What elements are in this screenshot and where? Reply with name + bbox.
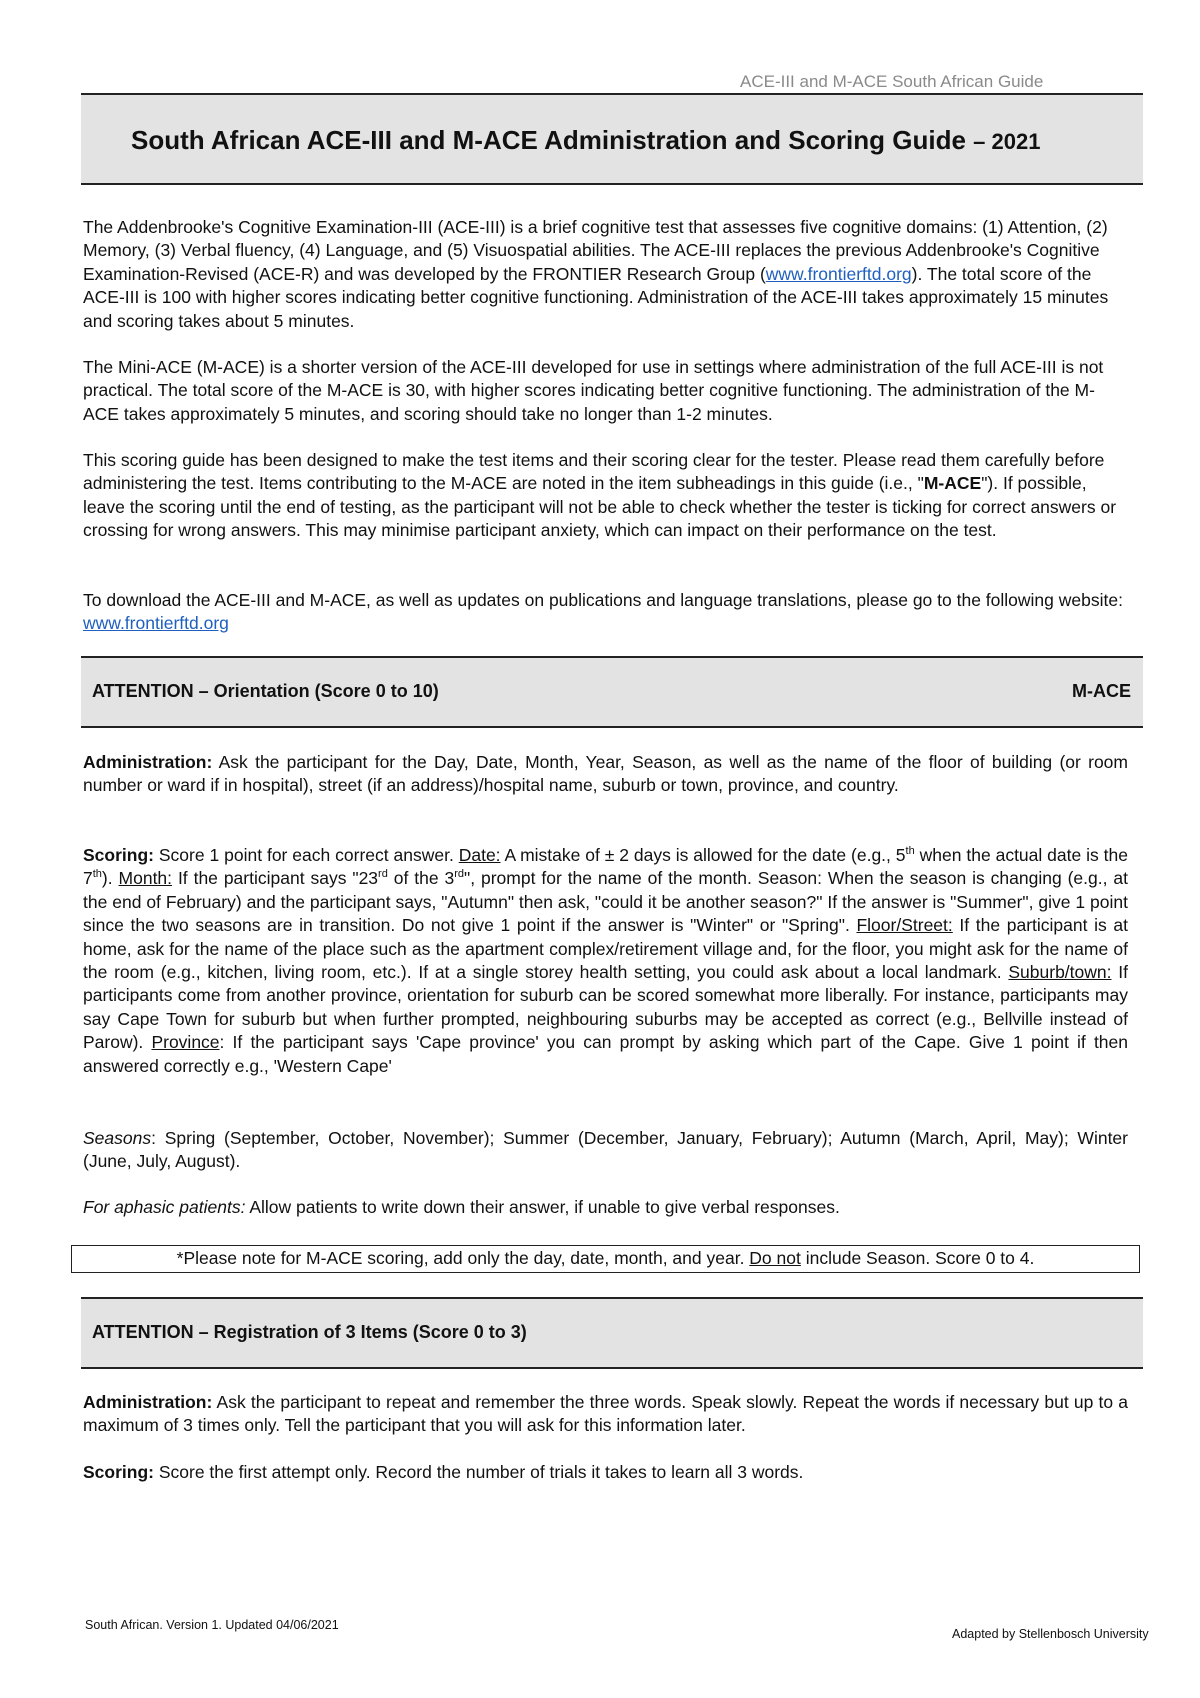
title-year: – 2021 (973, 129, 1041, 154)
frontierftd-link-2[interactable]: www.frontierftd.org (83, 613, 229, 634)
orientation-seasons: Seasons: Spring (September, October, November); Summer (December, January, February); Autumn (March, April, May); Winter (June, July, August). (83, 1128, 1128, 1172)
footer-version: South African. Version 1. Updated 04/06/2021 (85, 1618, 339, 1632)
section-title: ATTENTION – Orientation (Score 0 to 10) (92, 681, 439, 701)
intro-paragraph-3: This scoring guide has been designed to make the test items and their scoring clear for the tester. Please read them carefully before administering the test. Items contributing to the M-ACE are noted in the item subheadings in this guide (i.e., "M-ACE"). If possible, leave the scoring until the end of testing, as the participant will not be able to check whether the tester is ticking for correct answers or crossing for wrong answers. This may minimise participant anxiety, which can impact on their performance on the test. (83, 450, 1117, 541)
running-header: ACE-III and M-ACE South African Guide (740, 72, 1044, 91)
section-registration-header (81, 1297, 1143, 1369)
title-box (81, 93, 1143, 185)
intro-paragraph-2: The Mini-ACE (M-ACE) is a shorter version of the ACE-III developed for use in settings where administration of the full ACE-III is not practical. The total score of the M-ACE is 30, with higher scores indicating better cognitive functioning. The administration of the M-ACE takes approximately 5 minutes, and scoring should take no longer than 1-2 minutes. (83, 357, 1104, 424)
registration-administration: Administration: Ask the participant to repeat and remember the three words. Speak slowly. Repeat the words if necessary but up to a maximum of 3 times only. Tell the participant that you will ask for this information later. (83, 1392, 1128, 1436)
section-orientation-header (81, 656, 1143, 728)
intro-paragraph-1: The Addenbrooke's Cognitive Examination-III (ACE-III) is a brief cognitive test that assesses five cognitive domains: (1) Attention, (2) Memory, (3) Verbal fluency, (4) Language, and (5) Visuospatial abilities. The ACE-III replaces the previous Addenbrooke's Cognitive Examination-Revised (ACE-R) and was developed by the FRONTIER Research Group (www.frontierftd.org). The total score of the ACE-III is 100 with higher scores indicating better cognitive functioning. Administration of the ACE-III takes approximately 15 minutes and scoring takes about 5 minutes. (83, 217, 1109, 331)
orientation-scoring: Scoring: Score 1 point for each correct answer. Date: A mistake of ± 2 days is allowed for the date (e.g., 5th when the actual date is the 7th). Month: If the participant says "23rd of the 3rd", prompt for the name of the month. Season: When the season is changing (e.g., at the end of February) and the participant says, "Autumn" then ask, "could it be another season?" If the answer is "Summer", give 1 point since the two seasons are in transition. Do not give 1 point if the answer is "Winter" or "Spring". Floor/Street: If the participant is at home, ask for the name of the place such as the apartment complex/retirement village and, for the floor, you might ask for the name of the room (e.g., kitchen, living room, etc.). If at a single storey health setting, you could ask about a local landmark. Suburb/town: If participants come from another province, orientation for suburb can be scored somewhat more liberally. For instance, participants may say Cape Town for suburb but when further prompted, neighbouring suburbs may be accepted as correct (e.g., Bellville instead of Parow). Province: If the participant says 'Cape province' you can prompt by asking which part of the Cape. Give 1 point if then answered correctly e.g., 'Western Cape' (83, 845, 1129, 1076)
registration-scoring: Scoring: Score the first attempt only. Record the number of trials it takes to learn all 3 words. (83, 1462, 804, 1482)
frontierftd-link-1[interactable]: www.frontierftd.org (765, 263, 912, 284)
mace-tag: M-ACE (1072, 681, 1131, 701)
orientation-aphasic: For aphasic patients: Allow patients to write down their answer, if unable to give verbal responses. (83, 1197, 840, 1217)
page-title: South African ACE-III and M-ACE Administration and Scoring Guide – 2021 (131, 125, 1041, 155)
footer-adapted: Adapted by Stellenbosch University (952, 1627, 1149, 1641)
intro-paragraph-4: To download the ACE-III and M-ACE, as well as updates on publications and language translations, please go to the following website: www.frontierftd.org (83, 590, 1123, 634)
mace-scoring-note: *Please note for M-ACE scoring, add only the day, date, month, and year. Do not include Season. Score 0 to 4. (71, 1245, 1140, 1273)
section-title: ATTENTION – Registration of 3 Items (Score 0 to 3) (92, 1322, 527, 1342)
orientation-administration: Administration: Ask the participant for the Day, Date, Month, Year, Season, as well as the name of the floor of building (or room number or ward if in hospital), street (if an address)/hospital name, suburb or town, province, and country. (83, 752, 1128, 796)
